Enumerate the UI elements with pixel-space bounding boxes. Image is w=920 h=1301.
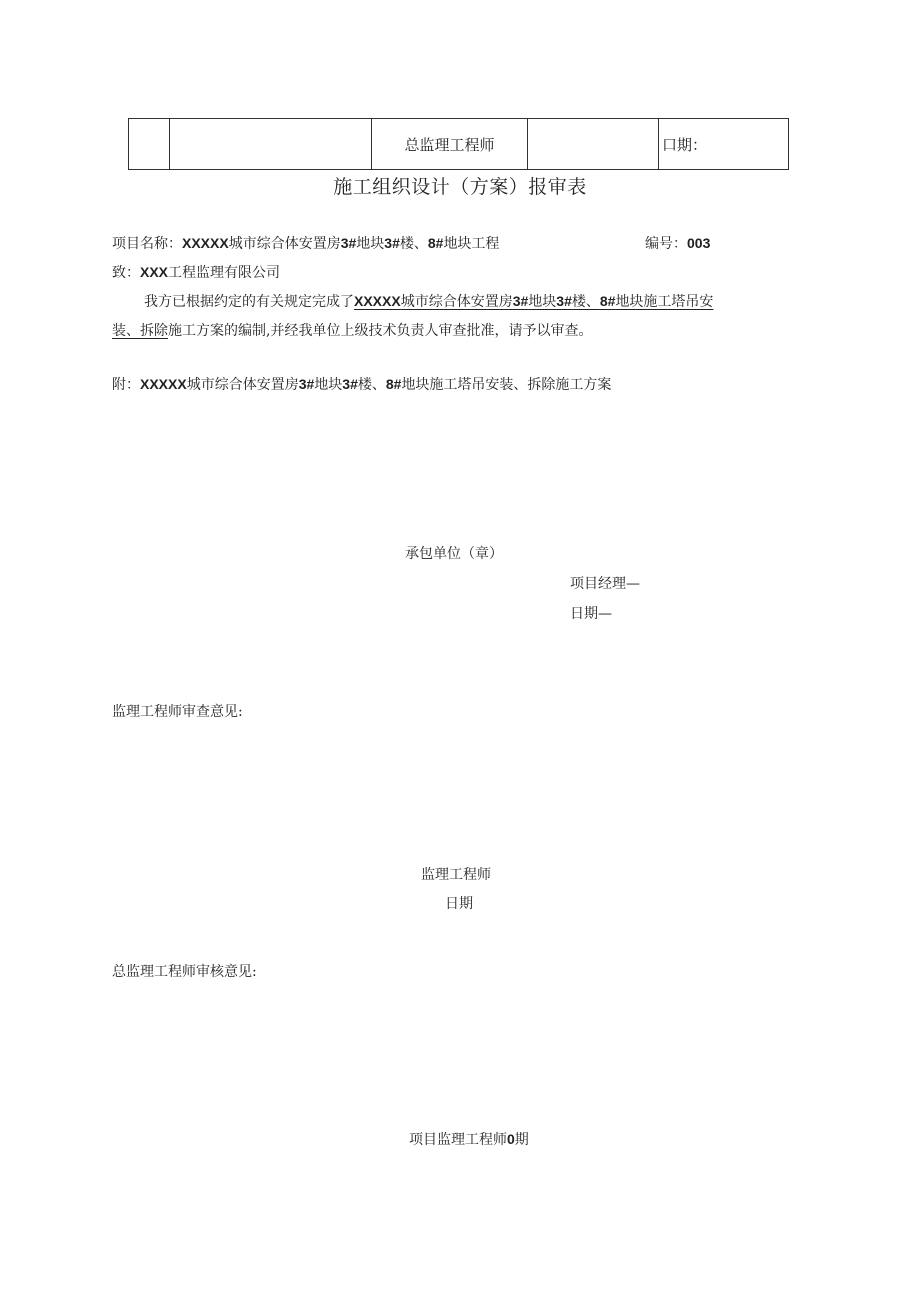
project-name-part: 地块工程 xyxy=(443,236,500,252)
project-number: 3# xyxy=(342,376,358,392)
body-text: 施工方案的编制,并经我单位上级技术负责人审查批准，请予以审查。 xyxy=(168,323,593,339)
body-line-1 xyxy=(144,291,713,311)
header-cell-empty-2 xyxy=(170,119,372,170)
project-name-part: 地块 xyxy=(528,294,557,310)
project-code: XXXXX xyxy=(354,293,401,309)
project-code: XXXXX xyxy=(140,376,187,392)
project-number: 3# xyxy=(340,235,357,251)
project-number: 8# xyxy=(427,235,444,251)
underlined-project xyxy=(354,294,713,310)
chief-signature-number: 0 xyxy=(507,1131,515,1147)
project-name-part: 城市综合体安置房 xyxy=(400,294,513,310)
document-number-label: 编号： xyxy=(645,236,687,252)
header-date-label: 口期： xyxy=(662,135,708,154)
body-text: 我方已根据约定的有关规定完成了 xyxy=(144,294,354,310)
engineer-signature-label: 监理工程师 xyxy=(421,867,491,883)
chief-opinion-label: 总监理工程师审核意见: xyxy=(112,964,257,980)
project-name-part: 城市综合体安置房 xyxy=(228,236,341,252)
header-cell-signature xyxy=(528,119,659,170)
form-title: 施工组织设计（方案）报审表 xyxy=(333,176,587,198)
project-number: 3# xyxy=(556,293,572,309)
attachment-label: 附： xyxy=(112,377,140,393)
project-number: 3# xyxy=(512,293,529,309)
header-table xyxy=(128,118,789,170)
project-number: 8# xyxy=(385,376,402,392)
chief-signature-label: 项目监理工程师 xyxy=(409,1132,507,1148)
attachment-text: 地块施工塔吊安装、拆除施工方案 xyxy=(401,377,612,393)
engineer-opinion-label: 监理工程师审查意见: xyxy=(112,704,243,720)
underlined-text: 装、拆除 xyxy=(112,323,168,339)
project-code: XXXXX xyxy=(182,235,229,251)
engineer-date-label: 日期 xyxy=(445,896,473,912)
attachment-text: 城市综合体安置房 xyxy=(186,377,299,393)
document-number xyxy=(645,233,710,253)
contractor-date-label: 日期— xyxy=(570,606,612,622)
project-number: 8# xyxy=(599,293,616,309)
recipient-line xyxy=(112,262,280,282)
attachment-line xyxy=(112,374,611,394)
chief-engineer-cell xyxy=(372,119,528,170)
project-manager-label: 项目经理— xyxy=(570,576,640,592)
chief-signature-line xyxy=(409,1129,529,1149)
header-cell-empty-1 xyxy=(129,119,170,170)
chief-engineer-label: 总监理工程师 xyxy=(404,135,495,154)
chief-signature-suffix: 期 xyxy=(514,1132,529,1148)
project-number: 3# xyxy=(384,235,400,251)
project-number: 3# xyxy=(298,376,315,392)
project-name-part: 地块 xyxy=(356,236,385,252)
recipient-label: 致： xyxy=(112,265,140,281)
project-name-part: 楼、 xyxy=(571,294,600,310)
project-line xyxy=(112,233,499,253)
recipient-name: 工程监理有限公司 xyxy=(168,265,281,281)
header-date-cell xyxy=(659,119,789,170)
body-line-2 xyxy=(112,320,592,340)
project-label: 项目名称： xyxy=(112,236,182,252)
document-number-value: 003 xyxy=(687,235,711,251)
attachment-text: 地块 xyxy=(314,377,343,393)
project-name-part: 地块施工塔吊安 xyxy=(615,294,714,310)
contractor-unit-label: 承包单位（章） xyxy=(405,546,503,562)
attachment-text: 楼、 xyxy=(357,377,386,393)
recipient-code: XXX xyxy=(140,264,169,280)
project-name-part: 楼、 xyxy=(399,236,428,252)
